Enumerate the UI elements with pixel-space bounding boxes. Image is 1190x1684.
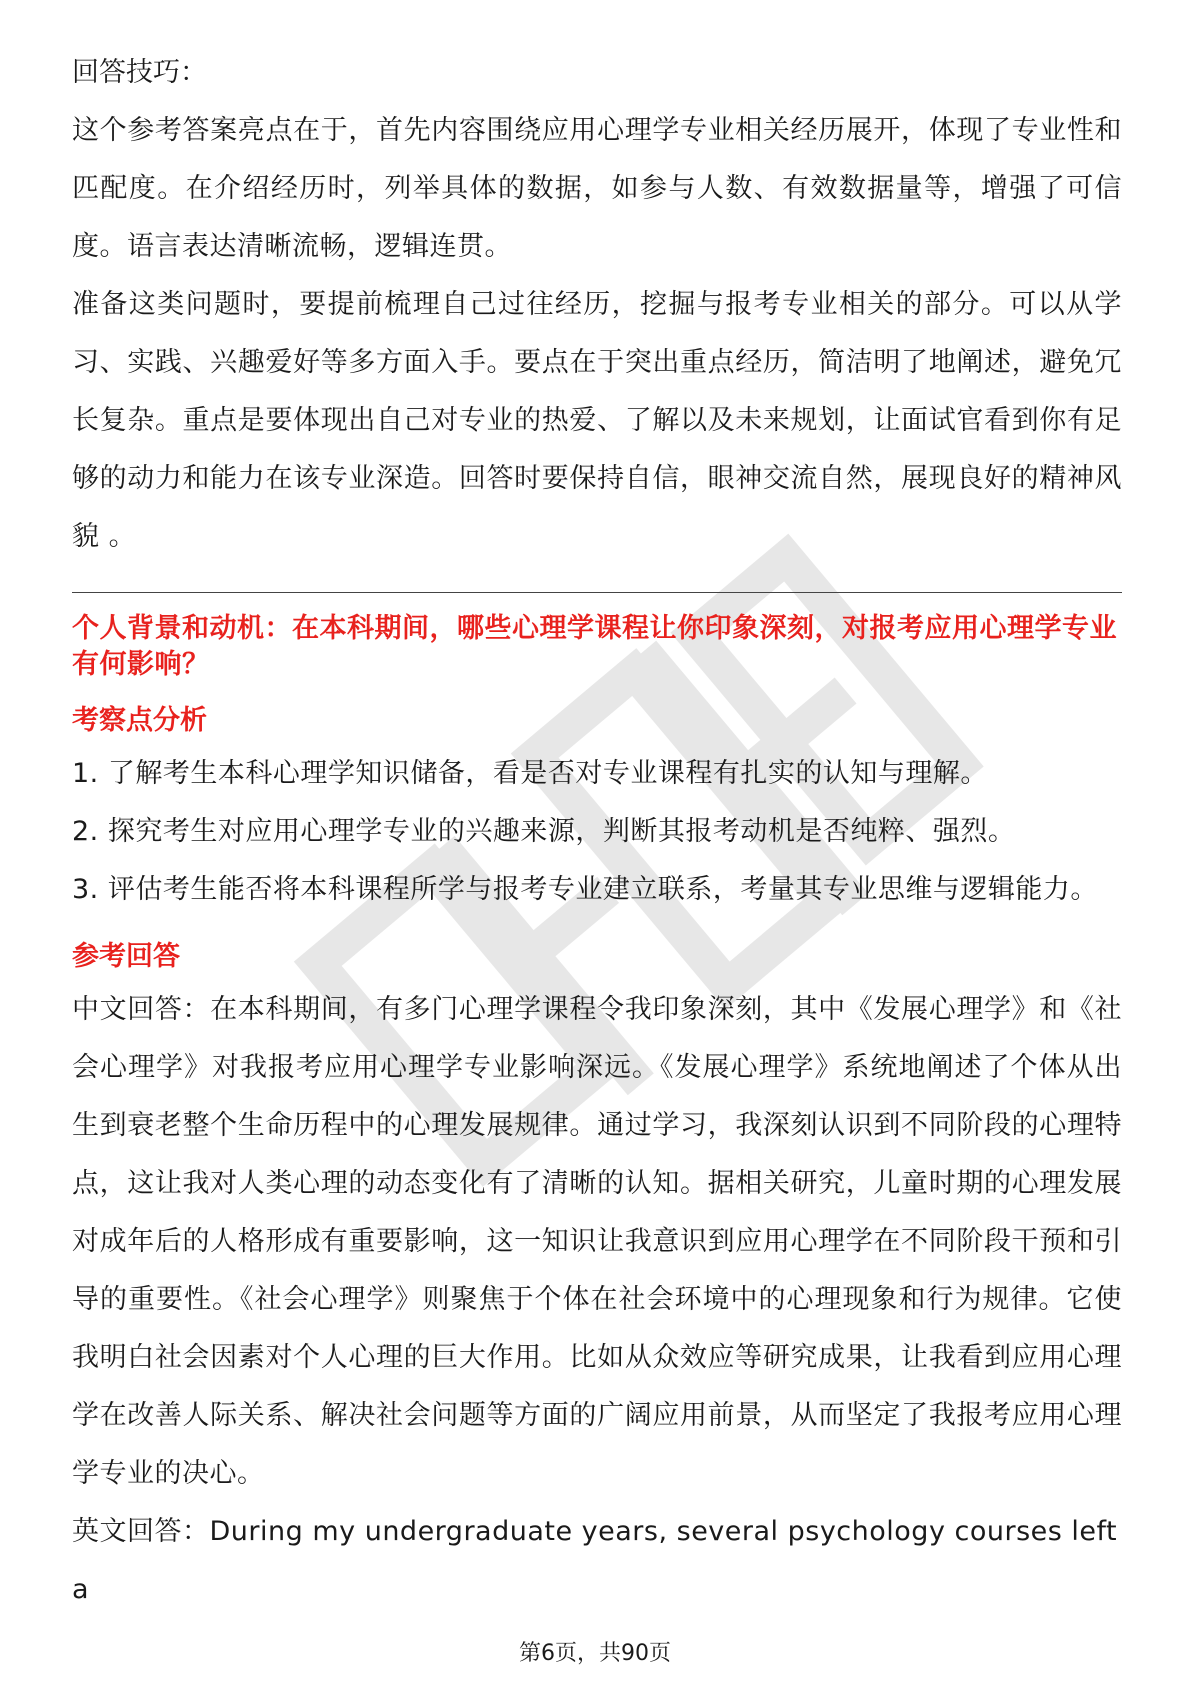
reference-english: 英文回答：During my undergraduate years, several psychology courses left a xyxy=(72,1516,1118,1605)
document-page xyxy=(72,44,1122,1619)
tips-label: 回答技巧： xyxy=(72,57,207,88)
reference-chinese: 中文回答：在本科期间，有多门心理学课程令我印象深刻，其中《发展心理学》和《社会心理学》对我报考应用心理学专业影响深远。《发展心理学》系统地阐述了个体从出生到衰老整个生命历程中的心理发展规律。通过学习，我深刻认识到不同阶段的心理特点，这让我对人类心理的动态变化有了清晰的认知。据相关研究，儿童时期的心理发展对成年后的人格形成有重要影响，这一知识让我意识到应用心理学在不同阶段干预和引导的重要性。《社会心理学》则聚焦于个体在社会环境中的心理现象和行为规律。它使我明白社会因素对个人心理的巨大作用。比如从众效应等研究成果，让我看到应用心理学在改善人际关系、解决社会问题等方面的广阔应用前景，从而坚定了我报考应用心理学专业的决心。 xyxy=(72,994,1122,1489)
reference-heading: 参考回答 xyxy=(72,941,180,972)
tips-paragraph: 这个参考答案亮点在于，首先内容围绕应用心理学专业相关经历展开，体现了专业性和匹配度。在介绍经历时，列举具体的数据，如参与人数、有效数据量等，增强了可信度。语言表达清晰流畅，逻辑连贯。 xyxy=(72,115,1122,262)
analysis-item: 1. 了解考生本科心理学知识储备，看是否对专业课程有扎实的认知与理解。 xyxy=(72,758,988,789)
page-number: 第6页，共90页 xyxy=(519,1641,671,1666)
question-title: 个人背景和动机：在本科期间，哪些心理学课程让你印象深刻，对报考应用心理学专业有何影响？ xyxy=(72,613,1117,680)
analysis-item: 3. 评估考生能否将本科课程所学与报考专业建立联系，考量其专业思维与逻辑能力。 xyxy=(72,874,1098,905)
tips-paragraph: 准备这类问题时，要提前梳理自己过往经历，挖掘与报考专业相关的部分。可以从学习、实践、兴趣爱好等多方面入手。要点在于突出重点经历，简洁明了地阐述，避免冗长复杂。重点是要体现出自己对专业的热爱、了解以及未来规划，让面试官看到你有足够的动力和能力在该专业深造。回答时要保持自信，眼神交流自然，展现良好的精神风貌 。 xyxy=(72,289,1122,552)
analysis-item: 2. 探究考生对应用心理学专业的兴趣来源，判断其报考动机是否纯粹、强烈。 xyxy=(72,816,1016,847)
section-divider xyxy=(72,592,1122,593)
analysis-heading: 考察点分析 xyxy=(72,705,207,736)
